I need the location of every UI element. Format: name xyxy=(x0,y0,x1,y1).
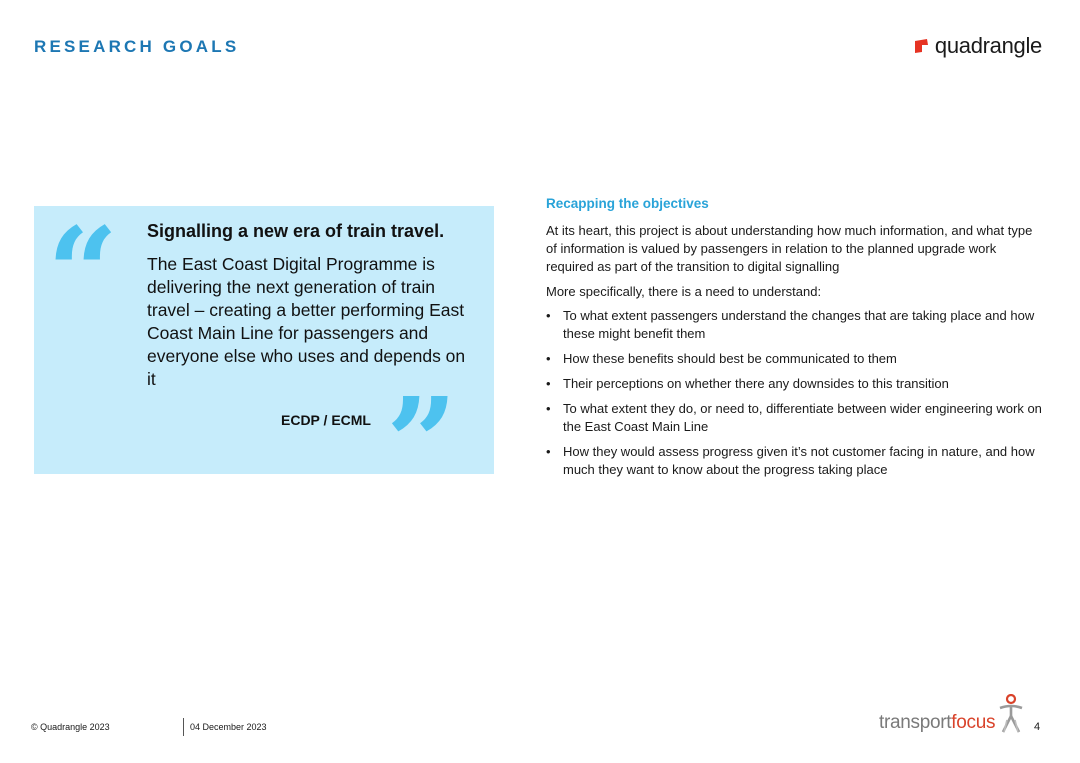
footer-copyright: © Quadrangle 2023 xyxy=(31,722,110,732)
list-item xyxy=(546,400,1046,436)
bullet-icon: • xyxy=(546,351,551,366)
transportfocus-figure-icon xyxy=(996,694,1026,734)
open-quote-icon: “ xyxy=(47,201,119,346)
quote-heading: Signalling a new era of train travel. xyxy=(147,221,445,241)
list-item-text: To what extent they do, or need to, differentiate between wider engineering work on the East Coast Main Line xyxy=(563,401,1042,434)
footer-date: 04 December 2023 xyxy=(190,722,267,732)
quadrangle-logo xyxy=(915,33,1042,59)
objectives-lead: More specifically, there is a need to understand: xyxy=(546,284,822,299)
footer-divider xyxy=(183,718,184,736)
quadrangle-logo-text: quadrangle xyxy=(934,33,1042,58)
page-title: RESEARCH GOALS xyxy=(34,37,240,56)
quote-body: The East Coast Digital Programme is delivering the next generation of train travel – creating a better performing East Coast Main Line for passengers and everyone else who uses and depends on it xyxy=(147,254,466,389)
list-item xyxy=(546,350,1046,368)
list-item xyxy=(546,375,1046,393)
list-item xyxy=(546,443,1046,479)
list-item xyxy=(546,307,1046,343)
quote-box xyxy=(34,201,494,516)
list-item-text: How these benefits should best be communicated to them xyxy=(563,351,897,366)
bullet-icon: • xyxy=(546,376,551,391)
objectives-heading: Recapping the objectives xyxy=(546,196,709,211)
close-quote-icon: ” xyxy=(386,371,458,516)
bullet-icon: • xyxy=(546,401,551,416)
objectives-section xyxy=(546,196,1046,486)
bullet-icon: • xyxy=(546,444,551,459)
quote-source: ECDP / ECML xyxy=(281,412,371,428)
logo-text-part2: focus xyxy=(951,712,996,733)
logo-text-part1: transport xyxy=(879,712,952,733)
objectives-list xyxy=(546,307,1046,479)
objectives-intro: At its heart, this project is about understanding how much information, and what type of information is valued by passengers in relation to the planned upgrade work required as part of the transition to digital signalling xyxy=(546,223,1033,274)
bullet-icon: • xyxy=(546,308,551,323)
quadrangle-logo-icon xyxy=(915,39,929,53)
transportfocus-logo-text xyxy=(879,712,995,734)
transportfocus-logo xyxy=(879,694,1026,734)
list-item-text: Their perceptions on whether there any downsides to this transition xyxy=(563,376,949,391)
page-number: 4 xyxy=(1034,721,1041,733)
list-item-text: To what extent passengers understand the changes that are taking place and how these might benefit them xyxy=(563,308,1035,341)
list-item-text: How they would assess progress given it’s not customer facing in nature, and how much they want to know about the progress taking place xyxy=(563,444,1035,477)
